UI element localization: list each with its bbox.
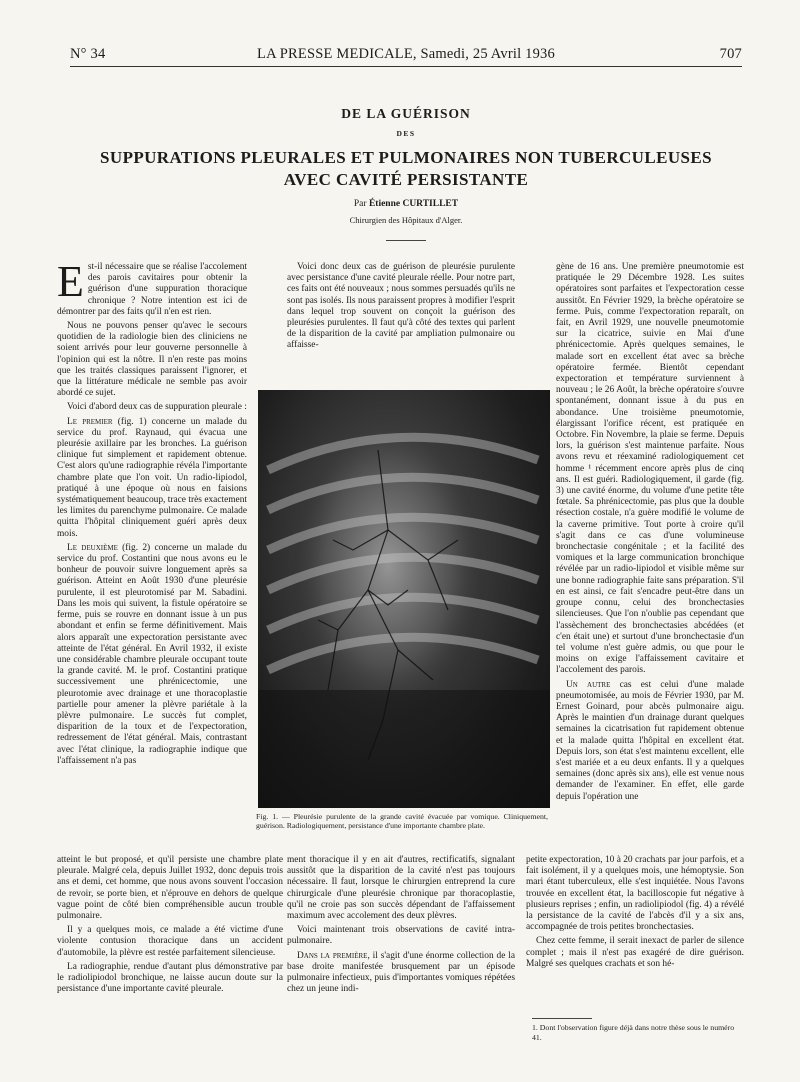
footnote-rule: [532, 1018, 592, 1019]
paragraph: petite expectoration, 10 à 20 crachats par jour parfois, et a fait isolément, il y a quelques mois, une hémoptysie. Son mari étant tuberculeux, elle s'est inquiétée. Nous l'avons trouvée en excellent état, la bacilloscopie fut négative à plusieurs reprises ; enfin, un radiolipiodol (fig. 4) a révélé la persistance de la cavité de l'abcès d'il y a six ans, accompagnée de trois petites bronchectasies.: [526, 855, 744, 933]
journal-title: LA PRESSE MEDICALE, Samedi, 25 Avril 1936: [257, 46, 555, 62]
article-title-line1: DE LA GUÉRISON: [341, 106, 471, 121]
paragraph: Le deuxième (fig. 2) concerne un malade du service du prof. Costantini que nous avons eu le bonheur de pouvoir suivre longuement après sa guérison. Atteint en Août 1930 d'une pleurésie purulente, il est pleurotomisé par M. Sabadini. Dans les mois qui suivent, la fistule opératoire se ferme, puis se rouvre en donnant issue à un pus abondant et enfin se ferme définitivement. Mais alors apparaît une expectoration persistante avec atteinte de l'état général. En Avril 1932, il existe une considérable chambre pleurale occupant toute la grande cavité. M. le prof. Costantini pratique successivement une phrénicectomie, une pleurotomie avec drainage et une thoracoplastie partielle pour amener la plèvre pariétale à la plèvre pulmonaire. Le succès fut complet, disparition de la toux et de l'expectoration, redressement de l'état général. Mais, contrastant avec l'état clinique, la radiographie indique que l'affaissement n'a pas: [57, 542, 247, 766]
column-2-upper: [287, 262, 515, 355]
author-name: Étienne CURTILLET: [368, 199, 459, 209]
byline-prefix: Par: [353, 199, 367, 209]
paragraph: Voici maintenant trois observations de cavité intra-pulmonaire.: [287, 925, 515, 947]
column-3-lower: [526, 855, 744, 973]
issue-number: N° 34: [70, 46, 106, 62]
xray-image: [258, 390, 550, 808]
xray-figure: [258, 390, 550, 808]
figure-caption: Fig. 1. — Pleurésie purulente de la grande cavité évacuée par vomique. Cliniquement, guérison. Radiologiquement, persistance d'une importante chambre plate.: [256, 812, 548, 831]
paragraph: Voici donc deux cas de guérison de pleurésie purulente avec persistance d'une cavité pleurale réelle. Pour notre part, ces faits ont été nouveaux ; nous sommes persuadés qu'ils ne sont pas isolés. Ils nous paraissent propres à modifier l'esprit dans lequel trop souvent on conçoit la guérison des pleurésies purulentes. Il faut qu'à côté des textes qui parlent de la disparition de la cavité par ampliation pulmonaire ou affaisse-: [287, 262, 515, 351]
paragraph: Voici d'abord deux cas de suppuration pleurale :: [67, 402, 247, 413]
page-number: 707: [719, 46, 742, 62]
paragraph: Nous ne pouvons penser qu'avec le secours quotidien de la radiologie bien des cliniciens ne soient arrivés pour leur gouverne personnelle à l'opinion qui est la nôtre. Il n'en reste pas moins que les traités classiques paraissent l'ignorer, et que la littérature médicale ne semble pas avoir abordé ce sujet.: [57, 321, 247, 399]
column-2-lower: [287, 855, 515, 998]
title-divider: [386, 240, 426, 241]
column-3-upper: [556, 262, 744, 806]
paragraph: Il y a quelques mois, ce malade a été victime d'une violente contusion thoracique dans un accident d'automobile, la plèvre est restée parfaitement silencieuse.: [57, 925, 283, 958]
article-title-line4: AVEC CAVITÉ PERSISTANTE: [283, 170, 529, 189]
paragraph: ment thoracique il y en ait d'autres, rectificatifs, signalant aussitôt que la disparition de la cavité n'est pas toujours nécessaire. Il faut, lorsque le chirurgien entreprend la cure chirurgicale d'une pleurésie chronique par thoracoplastie, qu'il ne croie pas son succès dépendant de l'affaissement maximum avec accolement des deux plèvres.: [287, 855, 515, 922]
drop-cap: E: [57, 257, 84, 306]
paragraph: La radiographie, rendue d'autant plus démonstrative par le radiolipiodol bronchique, ne laisse aucun doute sur la persistance d'une importante cavité pleurale.: [57, 961, 283, 995]
paragraph: atteint le but proposé, et qu'il persiste une chambre plate pleurale. Malgré cela, depuis Juillet 1932, donc depuis trois ans et demi, cet homme, que nous avons souvent l'occasion de revoir, se porte bien, et n'éprouve en dehors de quelque vague point de côté bien compréhensible aucun trouble pulmonaire.: [57, 855, 283, 922]
running-header: [70, 46, 742, 66]
paragraph: Le premier (fig. 1) concerne un malade du service du prof. Raynaud, qui évacua une pleurésie axillaire par les bronches. La guérison clinique fut simplement et rapidement obtenue. C'est alors qu'une radiographie révéla l'importante chambre plate que l'on voit. Un radio-lipiodol, pratiqué à une époque où nous en faisions systématiquement beaucoup, trace très exactement les limites du parenchyme pulmonaire. Ce malade quitta l'hôpital cliniquement guéri après deux mois.: [57, 416, 247, 539]
column-1-upper: [57, 257, 247, 770]
paragraph: Chez cette femme, il serait inexact de parler de silence complet ; mais il n'est pas exagéré de dire guérison. Malgré ses quelques crachats et son hé-: [526, 936, 744, 969]
header-rule: [70, 66, 742, 67]
byline: [70, 199, 742, 209]
article-title-line2: DES: [396, 129, 416, 138]
paragraph: Est-il nécessaire que se réalise l'accolement des parois cavitaires pour obtenir la guérison d'une suppuration thoracique chronique ? Notre intention est ici de démontrer par des faits qu'il n'en est rien.: [57, 257, 247, 317]
author-affiliation: Chirurgien des Hôpitaux d'Alger.: [349, 215, 463, 225]
footnote: 1. Dont l'observation figure déjà dans notre thèse sous le numéro 41.: [532, 1023, 735, 1042]
column-1-lower: [57, 855, 283, 998]
paragraph: Un autre cas est celui d'une malade pneumotomisée, au mois de Février 1930, par M. Ernest Goinard, pour abcès pulmonaire aigu. Après le maintien d'un drainage durant quelques semaines la cicatrisation fut rapidement obtenue et la malade quitta l'hôpital en excellent état. Depuis lors, son état s'est maintenu excellent, elle s'est mariée et a eu deux enfants. Il y a quelques semaines (donc après six ans), elle est venue nous demander de l'examiner. En effet, elle garde depuis l'opération une: [556, 679, 744, 802]
paragraph: Dans la première, il s'agit d'une énorme collection de la base droite manifestée brusquement par un épisode pulmonaire infectieux, puis d'importantes vomiques répétées chez un jeune indi-: [287, 950, 515, 995]
paragraph: gène de 16 ans. Une première pneumotomie est pratiquée le 29 Décembre 1928. Les suites opératoires sont parfaites et l'expectoration cesse aussitôt. En Février 1929, la brèche opératoire se ferme. Puis, comme l'expectoration reparaît, on fait, en Avril 1929, une nouvelle pneumotomie sur la cicatrice, suivie en Mai d'une phrénicectomie. Après quelques semaines, le malade sort en excellent état avec sa brèche opératoire fermée. Bientôt cependant expectoration et température surviennent à nouveau ; le 26 Août, la brèche opératoire s'ouvre spontanément, donnant issue à du pus en abondance. Une troisième pneumotomie, élargissant l'orifice récent, est pratiquée en Octobre. Fin Novembre, la plaie se ferme. Depuis lors, la guérison s'est maintenue parfaite. Nous avons revu et réexaminé radiologiquement cet homme ¹ récemment encore après plus de cinq ans. Il est guéri. Radiologiquement, il garde (fig. 3) une cavité énorme, du volume d'une petite tête fœtale. Sa phrénicectomie, pas plus que la double résection costale, n'a guère modifié le volume de la caverne primitive. Tout porte à croire qu'il s'agit dans ce cas d'une volumineuse bronchectasie congénitale ; et la facilité des vomiques et la large communication bronchique révélée par un radio-lipiodol et visible même sur une bonne radiographie faite sans préparation. S'il en est ainsi, ce fait s'encadre peut-être dans un groupe connu, celui des bronchectasies silencieuses. Que l'on n'oublie pas cependant que l'assèchement des bronchectasies abcédées (et c'en était une) et surtout d'une bronchectasie d'un tel volume n'est guère admis, ou que pour le moins on exige l'affaissement cavitaire et l'accolement des parois.: [556, 262, 744, 676]
article-title-line3: SUPPURATIONS PLEURALES ET PULMONAIRES NON TUBERCULEUSES: [100, 148, 712, 167]
